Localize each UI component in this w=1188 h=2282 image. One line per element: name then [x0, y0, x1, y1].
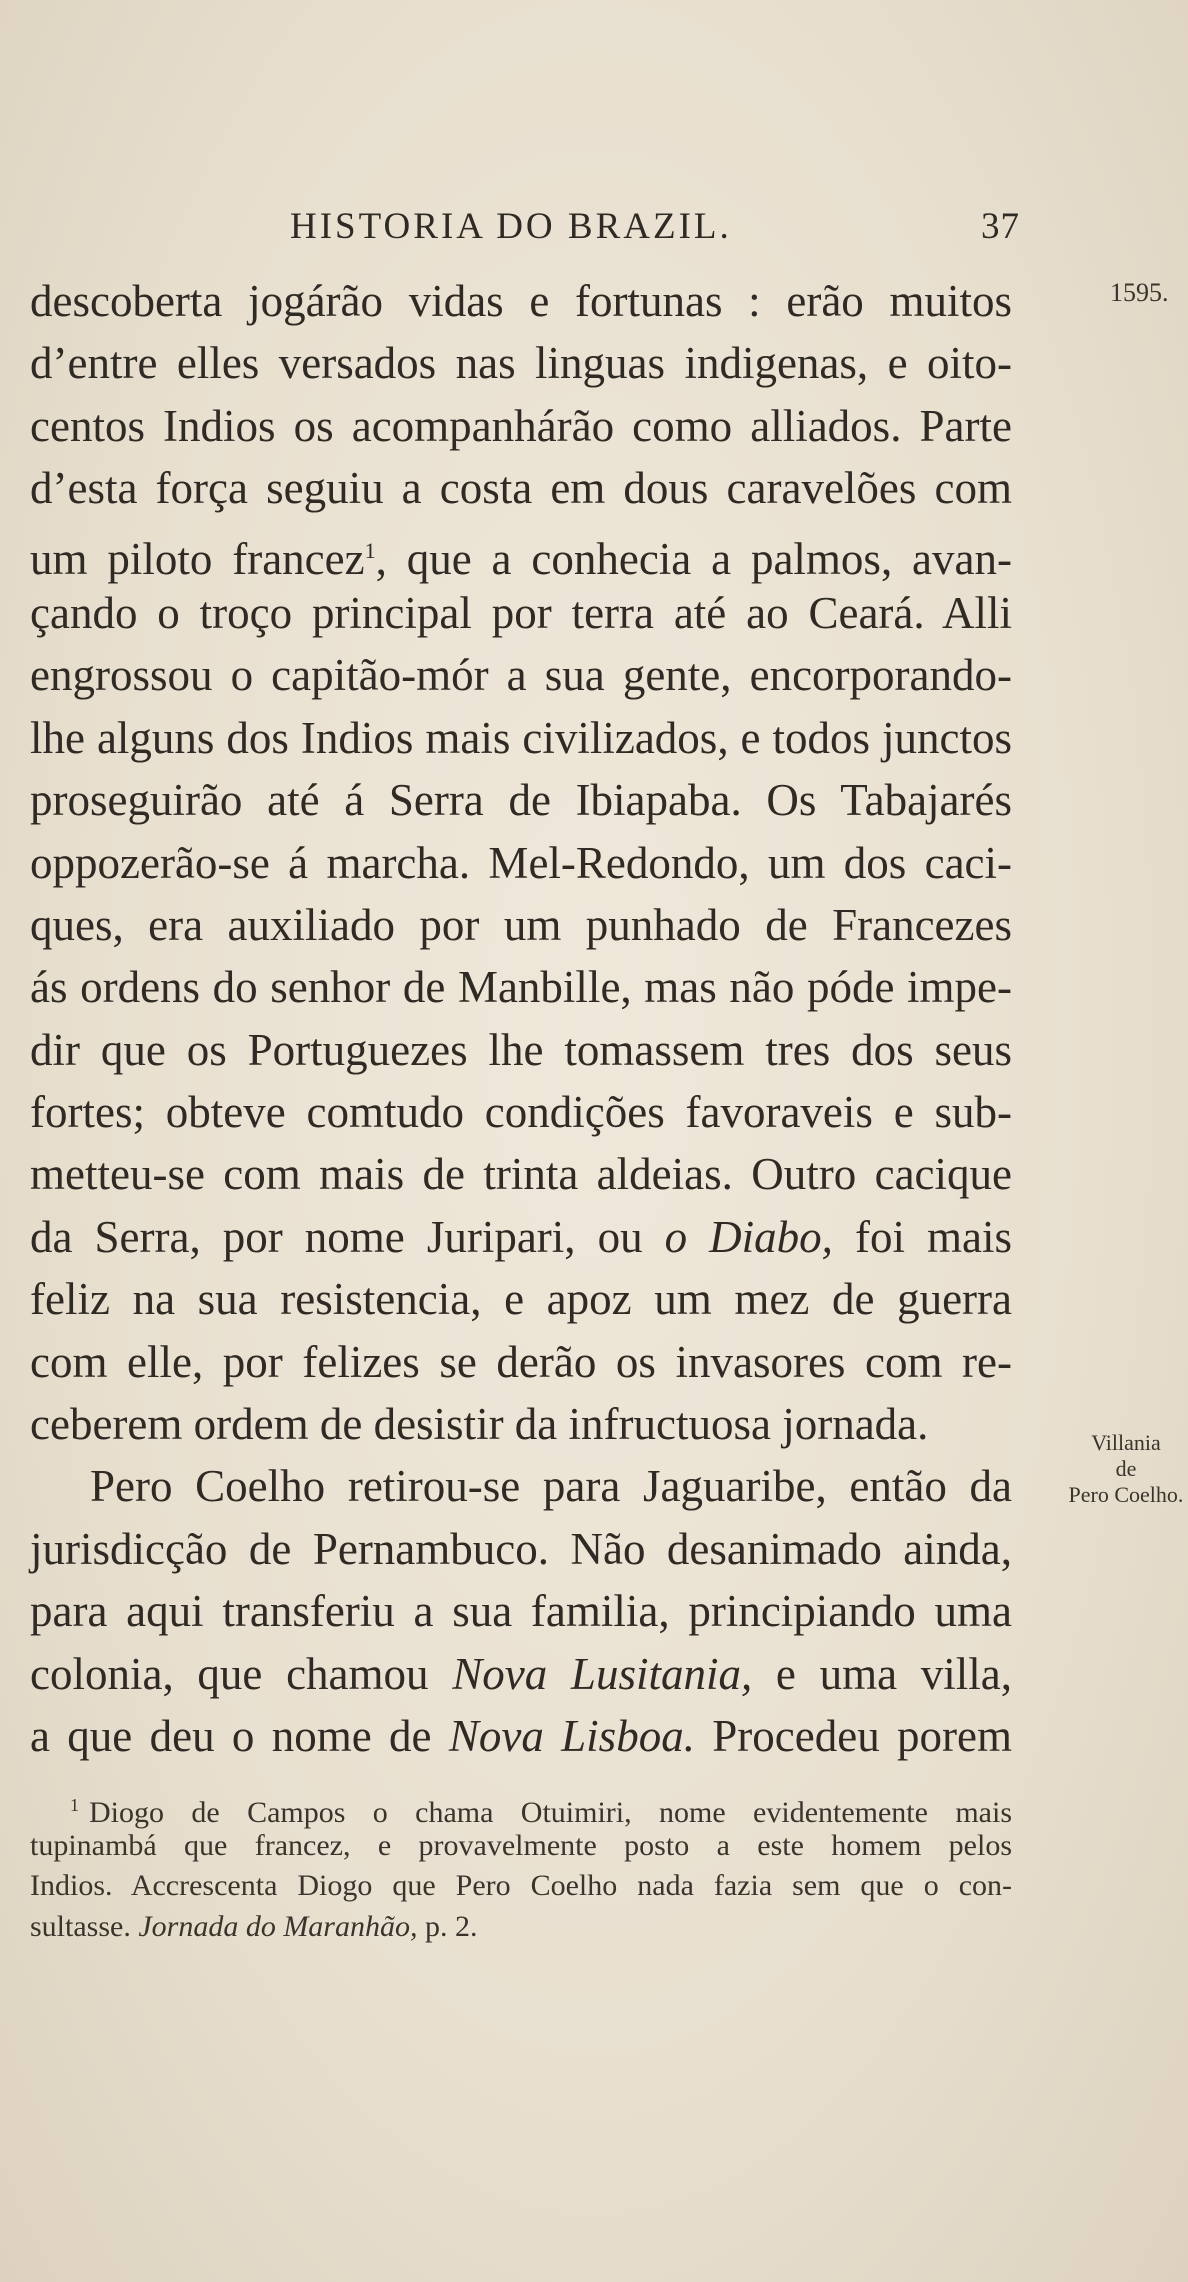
text-segment: p. 2.	[424, 1909, 478, 1943]
text-line: dir que os Portuguezes lhe tomassem tres dos seus	[30, 1024, 1012, 1075]
text-line: d’entre elles versados nas linguas indigenas, e oito-	[30, 338, 1012, 389]
text-line: oppozerão-se á marcha. Mel-Redondo, um dos caci-	[30, 837, 1012, 888]
text-segment: e uma villa,	[775, 1648, 1012, 1699]
margin-note	[1066, 1430, 1186, 1508]
text-line	[30, 1643, 1012, 1705]
text-line: engrossou o capitão-mór a sua gente, encorporando-	[30, 650, 1012, 701]
text-line: feliz na sua resistencia, e apoz um mez de guerra	[30, 1274, 1012, 1325]
text-line: metteu-se com mais de trinta aldeias. Outro cacique	[30, 1149, 1012, 1200]
text-segment: a que deu o nome de	[30, 1710, 432, 1761]
text-line	[30, 1705, 1012, 1767]
text-line: lhe alguns dos Indios mais civilizados, e todos junctos	[30, 712, 1012, 763]
text-segment: um piloto francez	[30, 533, 365, 584]
header-title: HISTORIA DO BRAZIL.	[290, 206, 732, 247]
text-segment: da Serra, por nome Juripari, ou	[30, 1211, 643, 1262]
text-line: para aqui transferiu a sua familia, principiando uma	[30, 1586, 1012, 1637]
text-line: çando o troço principal por terra até ao Ceará. Alli	[30, 587, 1012, 638]
margin-note-line: de	[1115, 1456, 1137, 1481]
text-line: ques, era auxiliado por um punhado de Francezes	[30, 899, 1012, 950]
text-line: descoberta jogárão vidas e fortunas : erão muitos	[30, 276, 1012, 326]
footnote-line: tupinambá que francez, e provavelmente posto a este homem pelos	[30, 1828, 1012, 1862]
italic-text: o Diabo,	[664, 1211, 833, 1262]
footnote	[30, 1785, 1012, 1947]
text-line: proseguirão até á Serra de Ibiapaba. Os Tabajarés	[30, 775, 1012, 826]
page-number: 37	[981, 206, 1020, 247]
text-line: ás ordens do senhor de Manbille, mas não póde impe-	[30, 962, 1012, 1013]
text-line	[30, 1206, 1012, 1268]
italic-text: Nova Lusitania,	[452, 1648, 753, 1699]
footnote-line: Indios. Accrescenta Diogo que Pero Coelho nada fazia sem que o con-	[30, 1869, 1012, 1902]
text-line: centos Indios os acompanhárão como alliados. Parte	[30, 400, 1012, 451]
footnote-reference: 1	[364, 537, 376, 563]
italic-text: Jornada do Maranhão,	[138, 1909, 418, 1943]
italic-text: Nova Lisboa.	[448, 1710, 695, 1761]
text-line: com elle, por felizes se derão os invasores com re-	[30, 1336, 1012, 1387]
text-line: jurisdicção de Pernambuco. Não desanimado ainda,	[30, 1523, 1012, 1574]
text-line	[30, 520, 1012, 582]
text-segment: , que a conhecia a palmos, avan-	[375, 533, 1012, 584]
text-segment: sultasse.	[30, 1909, 131, 1943]
text-segment: foi mais	[854, 1211, 1012, 1262]
text-line: fortes; obteve comtudo condições favoraveis e sub-	[30, 1087, 1012, 1138]
text-segment: colonia, que chamou	[30, 1648, 429, 1699]
footnote-line	[30, 1907, 1012, 1948]
margin-note-line: Pero Coelho.	[1068, 1482, 1184, 1507]
margin-year: 1595.	[1110, 278, 1169, 307]
footnote-line	[30, 1785, 1012, 1829]
text-line: d’esta força seguiu a costa em dous caravelões com	[30, 463, 1012, 514]
running-header	[290, 205, 1020, 249]
margin-note-line: Villania	[1091, 1430, 1161, 1455]
body-text	[30, 270, 1012, 1767]
footnote-mark: 1	[70, 1795, 79, 1815]
text-segment: Diogo de Campos o chama Otuimiri, nome evidentemente mais	[89, 1796, 1012, 1829]
text-segment: Procedeu porem	[712, 1710, 1013, 1761]
text-line: Pero Coelho retirou-se para Jaguaribe, então da	[90, 1461, 1012, 1512]
text-line: ceberem ordem de desistir da infructuosa jornada.	[30, 1399, 929, 1450]
